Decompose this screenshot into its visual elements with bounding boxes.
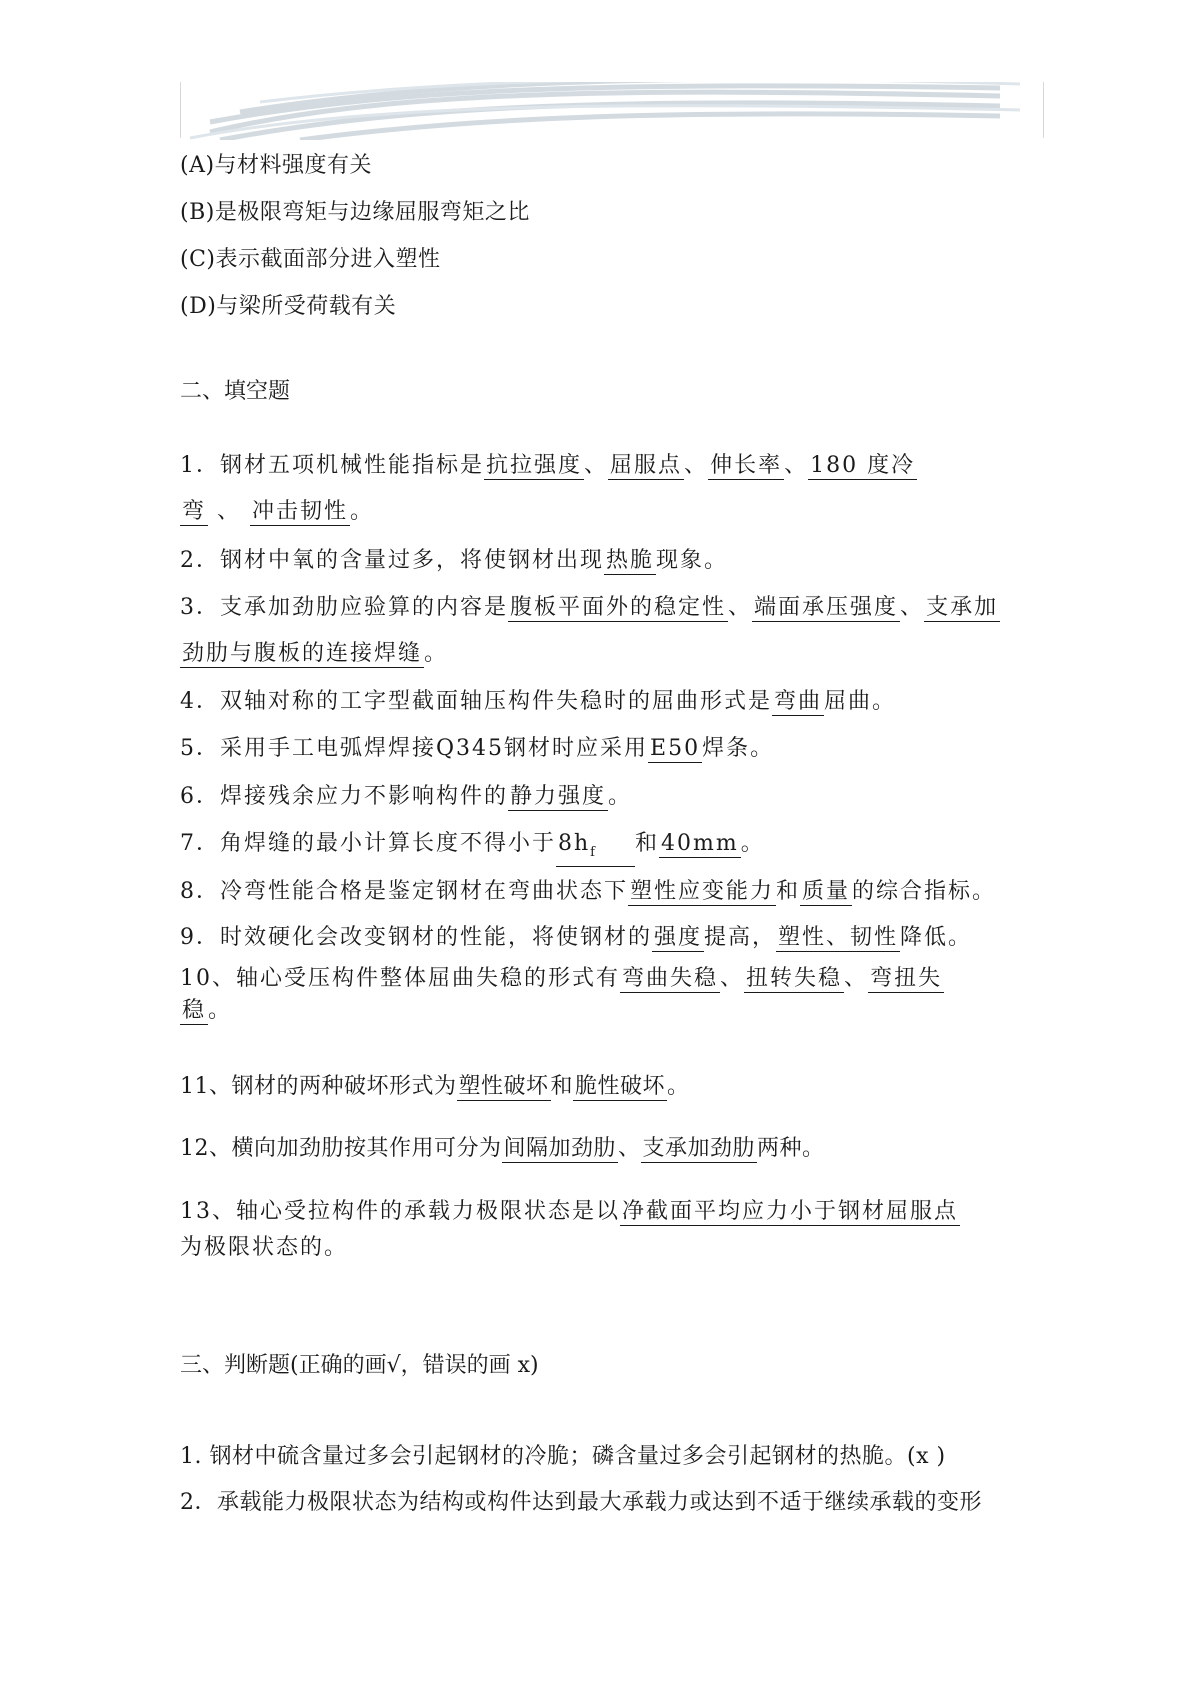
- answer-blank: 净截面平均应力小于钢材屈服点: [622, 1199, 959, 1224]
- answer-blank: 180 度冷: [810, 453, 916, 478]
- option-b: (B)是极限弯矩与边缘屈服弯矩之比: [180, 200, 530, 225]
- answer-blank: 塑性破坏: [458, 1074, 549, 1099]
- question-13: 13、轴心受拉构件的承载力极限状态是以净截面平均应力小于钢材屈服点: [180, 1199, 959, 1224]
- answer-blank: 弯扭失: [870, 966, 943, 991]
- answer-blank: 脆性破坏: [575, 1074, 666, 1099]
- judgement-1: 1. 钢材中硫含量过多会引起钢材的冷脆；磷含量过多会引起钢材的热脆。(x ): [180, 1444, 946, 1469]
- question-9: 9．时效硬化会改变钢材的性能，将使钢材的强度提高，塑性、韧性降低。: [180, 925, 973, 950]
- question-7: 7．角焊缝的最小计算长度不得小于$8h_f$ 和40mm。: [180, 828, 765, 867]
- option-a: (A)与材料强度有关: [180, 153, 373, 178]
- question-13-cont: 为极限状态的。: [180, 1235, 349, 1260]
- section-title-true-false: 三、判断题(正确的画√，错误的画 x): [180, 1353, 539, 1378]
- answer-blank: 间隔加劲肋: [503, 1136, 617, 1161]
- question-6: 6．焊接残余应力不影响构件的静力强度。: [180, 784, 633, 809]
- header-decoration: [180, 82, 1044, 140]
- question-12: 12、横向加劲肋按其作用可分为间隔加劲肋、支承加劲肋两种。: [180, 1136, 825, 1161]
- question-1-cont: 弯 、 冲击韧性。: [182, 499, 375, 524]
- answer-blank: 冲击韧性: [252, 499, 349, 524]
- answer-blank: 塑性应变能力: [630, 879, 775, 904]
- answer-blank: 稳: [182, 998, 207, 1023]
- answer-blank: 腹板平面外的稳定性: [510, 595, 727, 620]
- answer-blank: 弯曲失稳: [622, 966, 719, 991]
- answer-blank: 端面承压强度: [754, 595, 899, 620]
- option-c: (C)表示截面部分进入塑性: [180, 247, 441, 272]
- question-3: 3．支承加劲肋应验算的内容是腹板平面外的稳定性、端面承压强度、支承加: [180, 595, 999, 620]
- question-3-cont: 劲肋与腹板的连接焊缝。: [182, 641, 449, 666]
- answer-blank: 弯曲: [774, 689, 823, 714]
- question-10-cont: 稳。: [182, 998, 233, 1023]
- answer-blank: 热脆: [606, 548, 655, 573]
- section-title-fill-blank: 二、填空题: [180, 379, 291, 404]
- question-4: 4．双轴对称的工字型截面轴压构件失稳时的屈曲形式是弯曲屈曲。: [180, 689, 897, 714]
- answer-blank: 扭转失稳: [746, 966, 843, 991]
- wave-pattern: [180, 82, 1044, 140]
- answer-blank: 40mm: [660, 831, 739, 856]
- question-10: 10、轴心受压构件整体屈曲失稳的形式有弯曲失稳、扭转失稳、弯扭失: [180, 966, 943, 991]
- answer-blank: $8h_f$: [556, 831, 635, 867]
- answer-blank: 质量: [802, 879, 851, 904]
- answer-blank: E50: [650, 736, 701, 761]
- answer-blank: 伸长率: [710, 453, 783, 478]
- question-2: 2．钢材中氧的含量过多，将使钢材出现热脆现象。: [180, 548, 729, 573]
- answer-blank: 支承加: [926, 595, 999, 620]
- question-1: 1．钢材五项机械性能指标是抗拉强度、屈服点、伸长率、180 度冷: [180, 453, 916, 478]
- answer-blank: 强度: [654, 925, 703, 950]
- answer-blank: 抗拉强度: [486, 453, 583, 478]
- question-8: 8．冷弯性能合格是鉴定钢材在弯曲状态下塑性应变能力和质量的综合指标。: [180, 879, 997, 904]
- answer-blank: 弯: [182, 499, 207, 524]
- option-d: (D)与梁所受荷载有关: [180, 294, 397, 319]
- answer-blank: 塑性、韧性: [778, 925, 899, 950]
- question-11: 11、钢材的两种破坏形式为塑性破坏和脆性破坏。: [180, 1074, 690, 1099]
- answer-blank: 静力强度: [510, 784, 607, 809]
- judgement-2: 2．承载能力极限状态为结构或构件达到最大承载力或达到不适于继续承载的变形: [180, 1490, 982, 1515]
- answer-blank: 屈服点: [610, 453, 683, 478]
- question-5: 5．采用手工电弧焊焊接Q345钢材时应采用E50焊条。: [180, 736, 775, 761]
- answer-blank: 支承加劲肋: [642, 1136, 756, 1161]
- answer-blank: 劲肋与腹板的连接焊缝: [182, 641, 423, 666]
